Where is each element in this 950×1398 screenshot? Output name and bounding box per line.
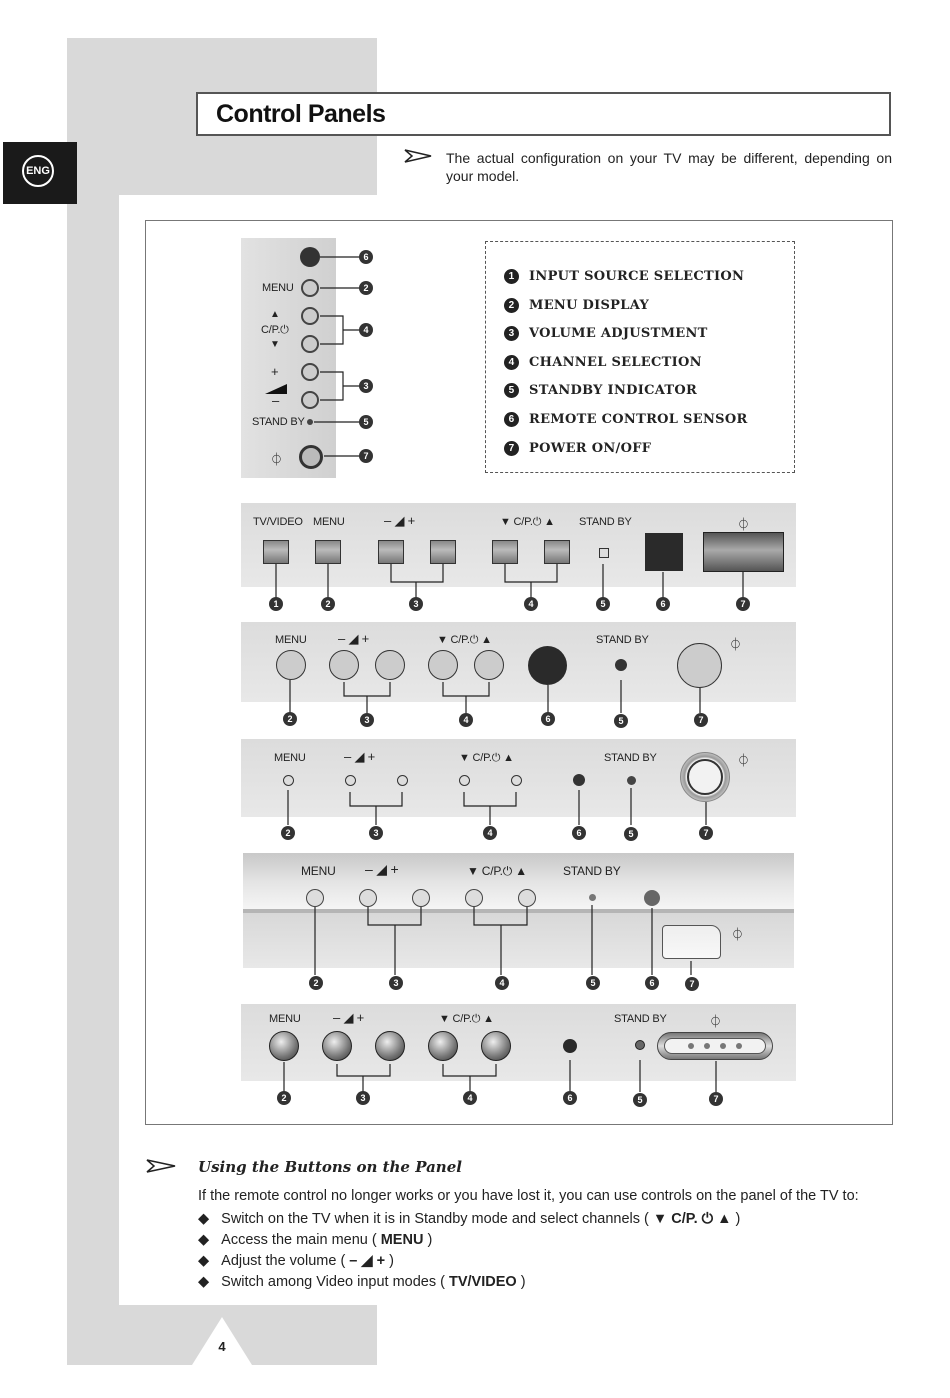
side-menu-label: MENU xyxy=(262,282,294,294)
side-cp-label: C/P.⏻ xyxy=(261,324,289,336)
panel-a-callout-1: 1 xyxy=(269,597,283,611)
legend-item: 5 STANDBY INDICATOR xyxy=(504,383,697,398)
panel-c-callout-3: 3 xyxy=(369,826,383,840)
panel-e-callout-5: 5 xyxy=(633,1093,647,1107)
panel-c-callout-2: 2 xyxy=(281,826,295,840)
panel-d-callout-4: 4 xyxy=(495,976,509,990)
note-text: The actual configuration on your TV may be different, depending on your model. xyxy=(446,150,892,184)
panel-a-tvvideo-button[interactable] xyxy=(263,540,289,564)
eng-badge: ENG xyxy=(22,155,54,187)
panel-e-power-dot xyxy=(688,1043,694,1049)
panel-e-power-dot xyxy=(720,1043,726,1049)
legend-item: 7 POWER ON/OFF xyxy=(504,441,651,456)
note-arrow-icon xyxy=(404,148,432,169)
legend-item: 3 VOLUME ADJUSTMENT xyxy=(504,326,708,341)
panel-e-power-inner xyxy=(664,1038,766,1054)
panel-a-power-icon: ⏀ xyxy=(737,517,750,532)
usage-bullet: ◆ Access the main menu ( MENU ) xyxy=(198,1232,433,1248)
panel-e-ch-down-button[interactable] xyxy=(428,1031,458,1061)
panel-d-callout-3: 3 xyxy=(389,976,403,990)
usage-bullet: ◆ Switch among Video input modes ( TV/VIDEO ) xyxy=(198,1274,526,1290)
panel-d-callout-7: 7 xyxy=(685,977,699,991)
panel-b-callout-3: 3 xyxy=(360,713,374,727)
panel-e-power-icon: ⏀ xyxy=(709,1014,722,1029)
usage-heading: Using the Buttons on the Panel xyxy=(198,1158,462,1176)
panel-a-vol-label: – ◢ + xyxy=(384,513,416,528)
panel-c-vol-down-button[interactable] xyxy=(345,775,356,786)
panel-e-callout-6: 6 xyxy=(563,1091,577,1105)
panel-b-vol-down-button[interactable] xyxy=(329,650,359,680)
side-standby-label: STAND BY xyxy=(252,416,305,428)
page-title: Control Panels xyxy=(216,100,386,128)
panel-b-vol-up-button[interactable] xyxy=(375,650,405,680)
panel-b-menu-label: MENU xyxy=(275,634,307,646)
panel-b-callout-7: 7 xyxy=(694,713,708,727)
side-minus-label: – xyxy=(272,393,280,408)
panel-a-ch-label: ▼ C/P.⏻ ▲ xyxy=(500,516,555,528)
panel-b-callout-lines xyxy=(241,680,796,720)
panel-c-callout-6: 6 xyxy=(572,826,586,840)
panel-d-callout-lines xyxy=(243,905,794,985)
panel-d-callout-5: 5 xyxy=(586,976,600,990)
panel-e-power-dot xyxy=(736,1043,742,1049)
panel-b-callout-6: 6 xyxy=(541,712,555,726)
panel-e-menu-label: MENU xyxy=(269,1013,301,1025)
panel-b-vol-label: – ◢ + xyxy=(338,631,370,646)
panel-a-standby-led xyxy=(599,548,609,558)
panel-c-ch-up-button[interactable] xyxy=(511,775,522,786)
panel-c-callout-7: 7 xyxy=(699,826,713,840)
panel-e-sensor xyxy=(563,1039,577,1053)
panel-a-standby-label: STAND BY xyxy=(579,516,632,528)
panel-c-power-icon: ⏀ xyxy=(737,753,750,768)
legend-item: 1 INPUT SOURCE SELECTION xyxy=(504,269,744,284)
panel-e-vol-label: – ◢ + xyxy=(333,1010,365,1025)
panel-c-vol-up-button[interactable] xyxy=(397,775,408,786)
legend-item: 4 CHANNEL SELECTION xyxy=(504,355,702,370)
panel-c-sensor xyxy=(573,774,585,786)
page-number: 4 xyxy=(218,1339,226,1354)
panel-e-callout-4: 4 xyxy=(463,1091,477,1105)
diamond-icon: ◆ xyxy=(198,1253,210,1269)
panel-a-ch-up-button[interactable] xyxy=(544,540,570,564)
panel-e-vol-down-button[interactable] xyxy=(322,1031,352,1061)
usage-intro: If the remote control no longer works or you have lost it, you can use controls on the panel of the TV to: xyxy=(198,1188,859,1204)
panel-d-menu-label: MENU xyxy=(301,864,336,878)
panel-e-menu-button[interactable] xyxy=(269,1031,299,1061)
panel-a-callout-2: 2 xyxy=(321,597,335,611)
panel-a-callout-5: 5 xyxy=(596,597,610,611)
side-plus-label: + xyxy=(271,364,279,379)
panel-c-menu-label: MENU xyxy=(274,752,306,764)
panel-a-vol-down-button[interactable] xyxy=(378,540,404,564)
panel-b-ch-down-button[interactable] xyxy=(428,650,458,680)
side-callout-7: 7 xyxy=(359,449,373,463)
panel-a-callout-3: 3 xyxy=(409,597,423,611)
panel-c-callout-lines xyxy=(241,788,796,828)
legend-item: 2 MENU DISPLAY xyxy=(504,298,649,313)
panel-e-callout-7: 7 xyxy=(709,1092,723,1106)
diamond-icon: ◆ xyxy=(198,1232,210,1248)
panel-b-standby-led xyxy=(615,659,627,671)
panel-a-tvvideo-label: TV/VIDEO xyxy=(253,516,303,528)
panel-b-callout-4: 4 xyxy=(459,713,473,727)
panel-d-vol-label: – ◢ + xyxy=(365,861,399,877)
panel-c-ch-label: ▼ C/P.⏻ ▲ xyxy=(459,752,514,764)
panel-e-callout-2: 2 xyxy=(277,1091,291,1105)
panel-b-callout-2: 2 xyxy=(283,712,297,726)
panel-a-callout-7: 7 xyxy=(736,597,750,611)
panel-d-standby-label: STAND BY xyxy=(563,864,621,878)
panel-b-menu-button[interactable] xyxy=(276,650,306,680)
panel-e-standby-label: STAND BY xyxy=(614,1013,667,1025)
panel-b-standby-label: STAND BY xyxy=(596,634,649,646)
title-box xyxy=(196,92,891,136)
panel-d-power-icon: ⏀ xyxy=(731,927,744,942)
panel-d-callout-2: 2 xyxy=(309,976,323,990)
side-callout-2: 2 xyxy=(359,281,373,295)
side-callout-5: 5 xyxy=(359,415,373,429)
panel-d-ch-label: ▼ C/P.⏻ ▲ xyxy=(467,864,527,878)
side-callout-3: 3 xyxy=(359,379,373,393)
panel-b-ch-label: ▼ C/P.⏻ ▲ xyxy=(437,634,492,646)
usage-arrow-icon xyxy=(146,1158,176,1179)
diamond-icon: ◆ xyxy=(198,1274,210,1290)
panel-c-menu-button[interactable] xyxy=(283,775,294,786)
side-callout-4: 4 xyxy=(359,323,373,337)
panel-a-menu-label: MENU xyxy=(313,516,345,528)
panel-a-vol-up-button[interactable] xyxy=(430,540,456,564)
panel-b-ch-up-button[interactable] xyxy=(474,650,504,680)
side-callout-6: 6 xyxy=(359,250,373,264)
side-power-icon: ⏀ xyxy=(270,452,283,467)
panel-b-callout-5: 5 xyxy=(614,714,628,728)
panel-a-callout-4: 4 xyxy=(524,597,538,611)
panel-e-power-dot xyxy=(704,1043,710,1049)
panel-c-vol-label: – ◢ + xyxy=(344,749,376,764)
panel-a-menu-button[interactable] xyxy=(315,540,341,564)
panel-e-ch-up-button[interactable] xyxy=(481,1031,511,1061)
usage-bullet: ◆ Adjust the volume ( – ◢ + ) xyxy=(198,1253,394,1269)
side-up-arrow-icon: ▲ xyxy=(270,309,280,320)
panel-e-callout-3: 3 xyxy=(356,1091,370,1105)
panel-c-standby-label: STAND BY xyxy=(604,752,657,764)
panel-b-power-icon: ⏀ xyxy=(729,637,742,652)
panel-c-standby-led xyxy=(627,776,636,785)
panel-e-standby-led xyxy=(635,1040,645,1050)
panel-d-sensor xyxy=(644,890,660,906)
grey-band-left xyxy=(67,195,119,1365)
legend-box xyxy=(485,241,795,473)
panel-c-ch-down-button[interactable] xyxy=(459,775,470,786)
panel-a-ch-down-button[interactable] xyxy=(492,540,518,564)
usage-bullet: ◆ Switch on the TV when it is in Standby mode and select channels ( ▼ C/P. ⏻ ▲ ) xyxy=(198,1211,741,1227)
panel-c-callout-5: 5 xyxy=(624,827,638,841)
side-down-arrow-icon: ▼ xyxy=(270,339,280,350)
panel-e-ch-label: ▼ C/P.⏻ ▲ xyxy=(439,1013,494,1025)
panel-d-callout-6: 6 xyxy=(645,976,659,990)
panel-e-vol-up-button[interactable] xyxy=(375,1031,405,1061)
diamond-icon: ◆ xyxy=(198,1211,210,1227)
panel-c-callout-4: 4 xyxy=(483,826,497,840)
panel-d-standby-led xyxy=(589,894,596,901)
legend-item: 6 REMOTE CONTROL SENSOR xyxy=(504,412,748,427)
panel-a-callout-6: 6 xyxy=(656,597,670,611)
